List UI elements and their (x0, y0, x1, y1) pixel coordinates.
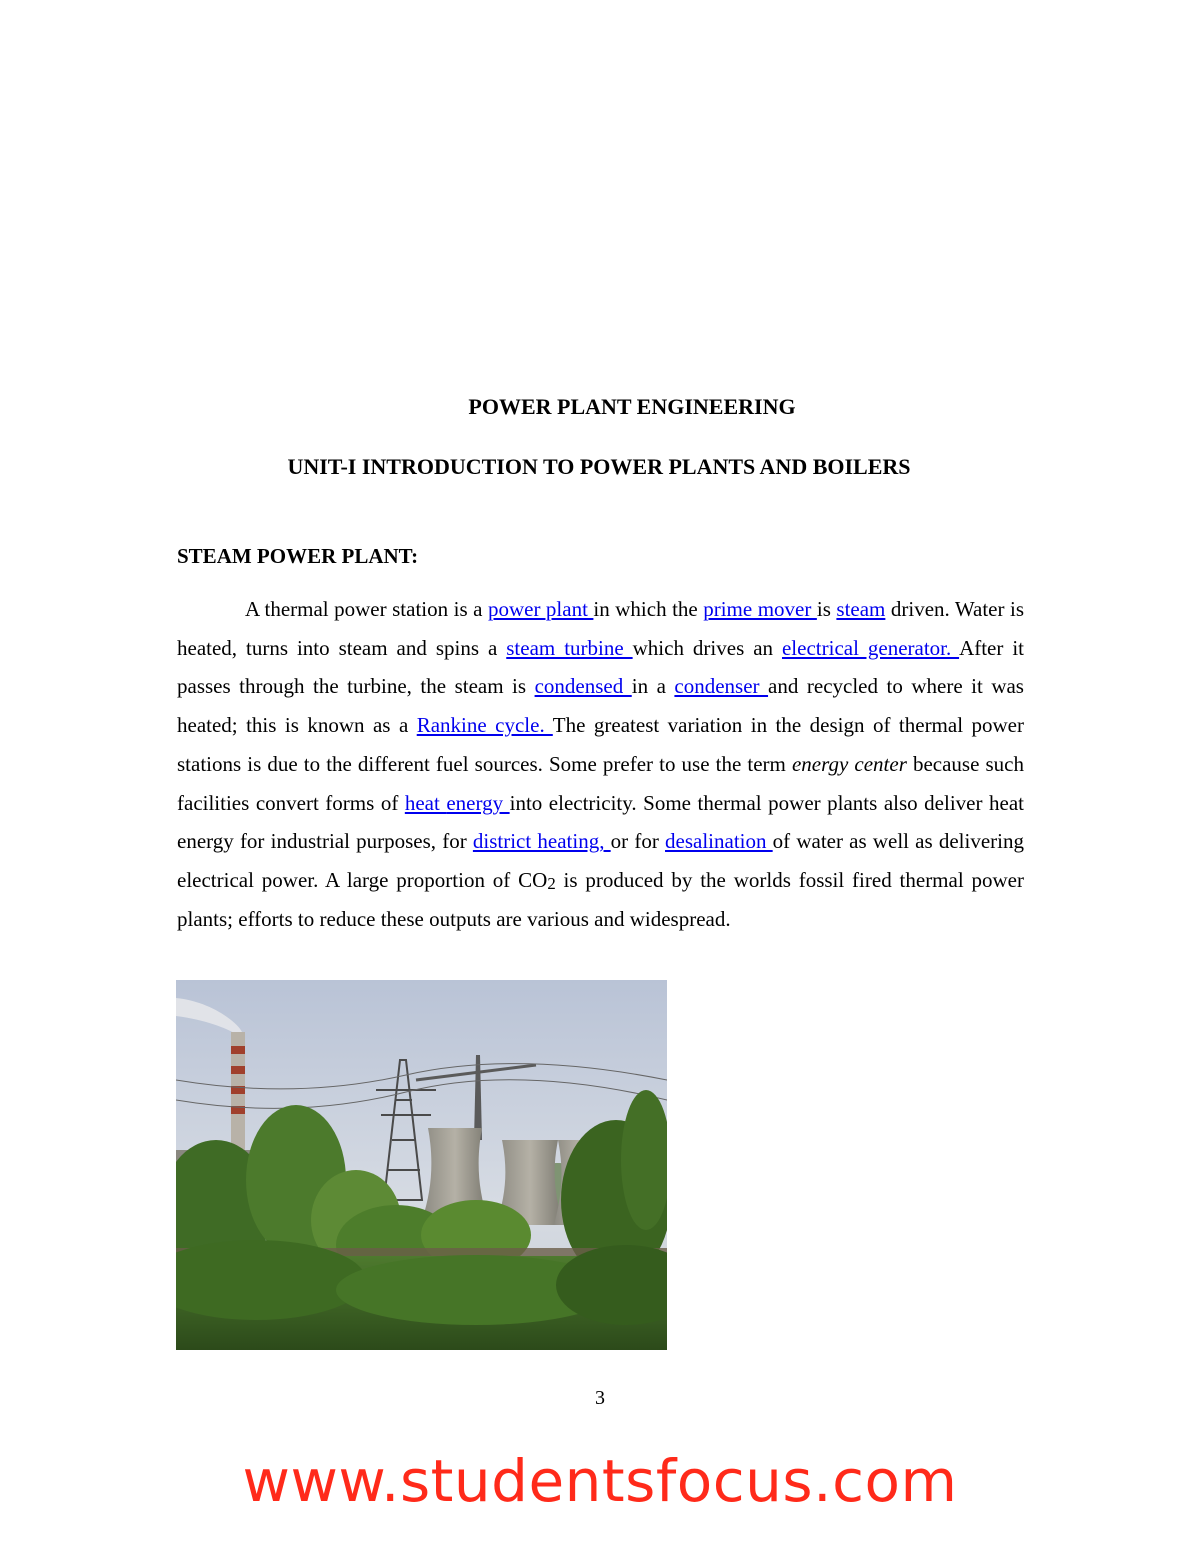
text-span: in a (631, 674, 675, 699)
page-title: POWER PLANT ENGINEERING (468, 394, 796, 419)
text-span: is produced by the worlds fossil fired thermal power plants; efforts to reduce these outputs are various and widespread. (177, 867, 1024, 931)
text-span: driven. Water is heated, turns into steam and spins a (177, 597, 1025, 660)
text-span: of water as well as delivering electrical power. A large proportion of CO (177, 829, 1024, 892)
link-rankine-cycle[interactable]: Rankine cycle. (416, 713, 553, 738)
watermark: www.studentsfocus.com (242, 1447, 958, 1515)
link-heat[interactable]: heat (404, 790, 447, 815)
subscript: 2 (547, 873, 556, 893)
link-condenser[interactable]: condenser (674, 674, 769, 699)
text-span: A thermal power station is a (245, 597, 488, 621)
link-prime-mover[interactable]: prime mover (703, 597, 817, 621)
power-plant-photo (176, 980, 667, 1350)
text-span: which drives an (632, 635, 782, 660)
text-span: The greatest variation in the design of thermal power stations is due to the different fuel sources. Some prefer to use the term (177, 713, 1024, 776)
text-span: into electricity. Some thermal power plants also deliver heat energy for industrial purposes, for (177, 790, 1024, 854)
link-energy[interactable]: energy (446, 790, 510, 815)
text-span: is (816, 597, 837, 621)
link-condensed[interactable]: condensed (534, 674, 632, 699)
body-paragraph (177, 590, 1024, 938)
link-desalination[interactable]: desalination (665, 829, 773, 854)
link-electrical-generator[interactable]: electrical generator. (781, 635, 960, 660)
link-power-plant[interactable]: power plant (487, 597, 594, 621)
link-steam-turbine[interactable]: steam turbine (506, 635, 633, 660)
page-number: 3 (595, 1387, 605, 1409)
italic-term: energy center (791, 751, 907, 776)
text-span: or for (610, 829, 666, 854)
section-heading: STEAM POWER PLANT: (177, 544, 419, 568)
link-steam[interactable]: steam (836, 597, 886, 621)
text-span: because such facilities convert forms of (177, 751, 1025, 815)
link-district-heating[interactable]: district heating, (472, 829, 611, 854)
text-span: and recycled to where it was heated; this is known as a (177, 674, 1024, 738)
text-span: After it passes through the turbine, the steam is (177, 635, 1024, 699)
text-span: in which the (593, 597, 704, 621)
unit-title: UNIT-I INTRODUCTION TO POWER PLANTS AND BOILERS (287, 454, 911, 479)
